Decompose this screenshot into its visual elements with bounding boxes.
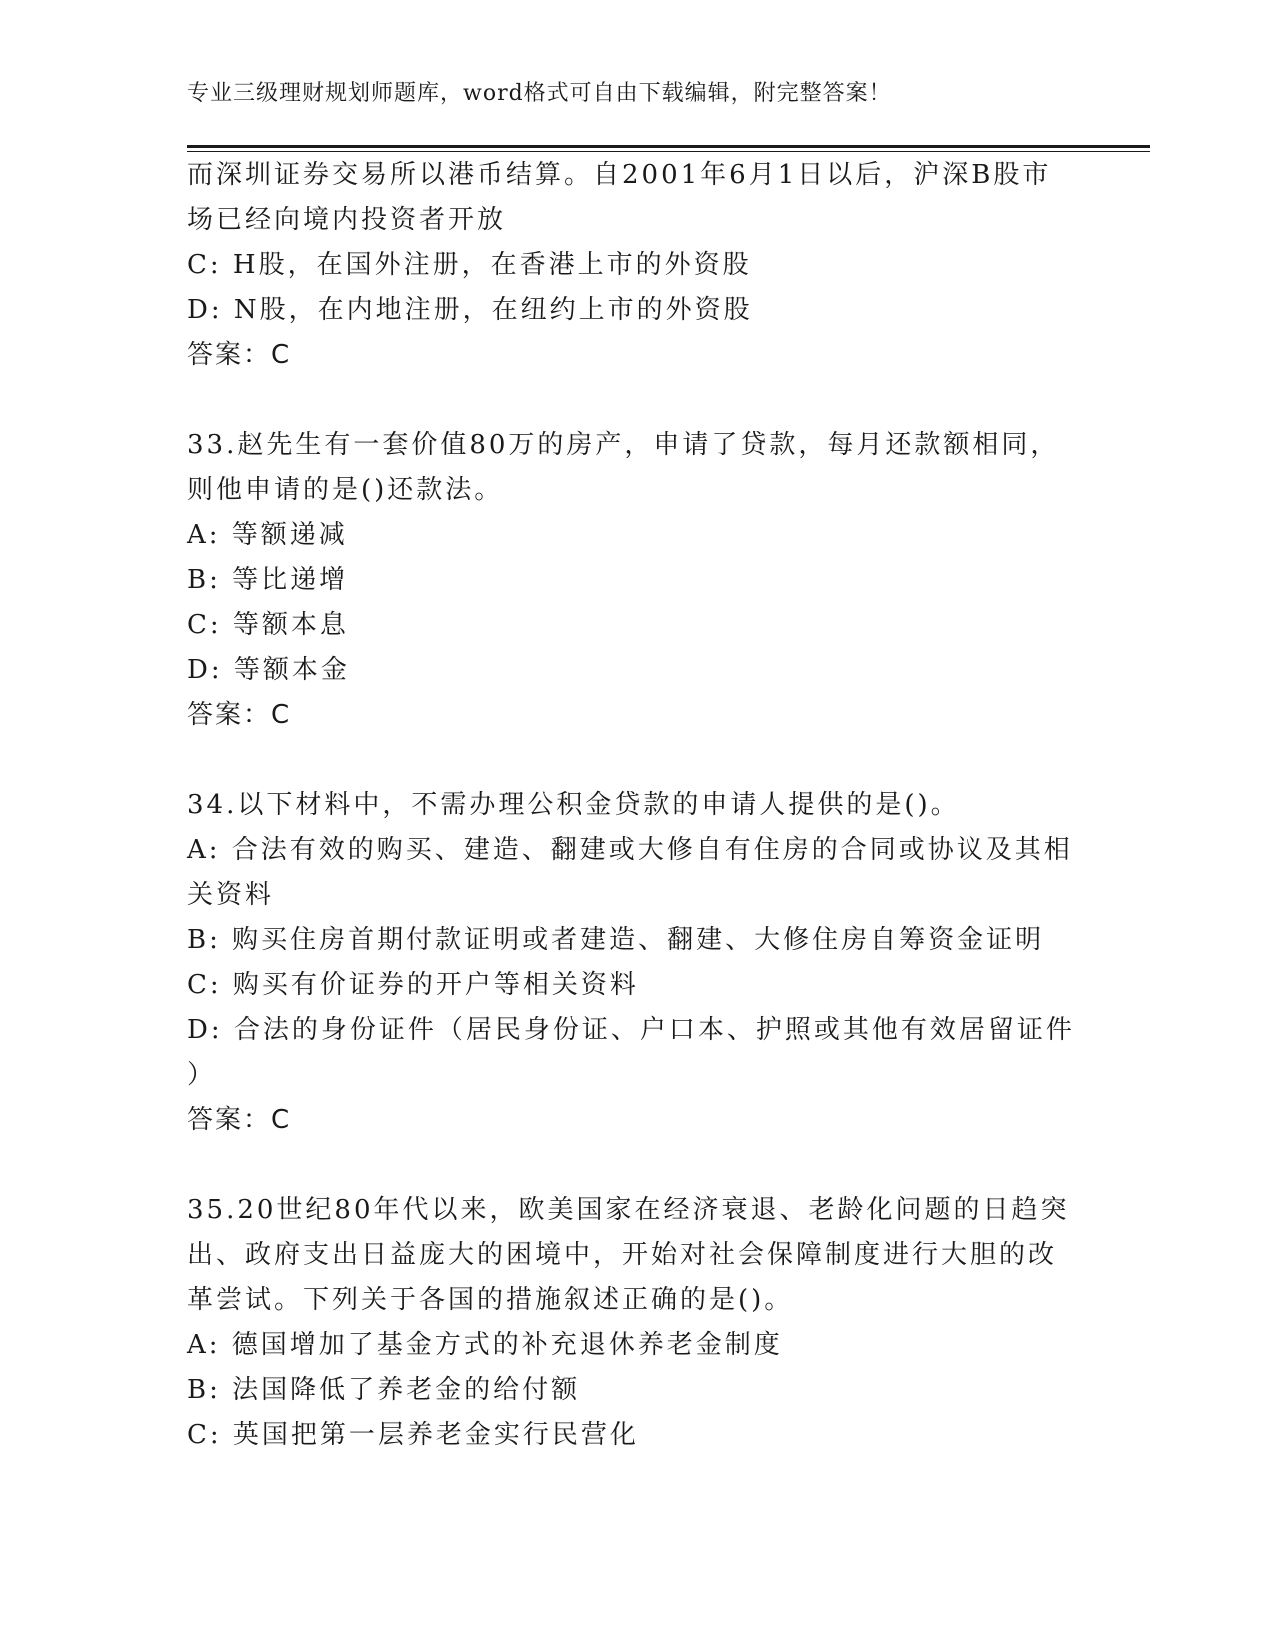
option-line: C: H股，在国外注册，在香港上市的外资股 bbox=[187, 250, 752, 280]
header-rule-thick bbox=[187, 145, 1150, 148]
page-header: 专业三级理财规划师题库，word格式可自由下载编辑，附完整答案！ bbox=[187, 81, 892, 106]
answer-line: 答案：C bbox=[187, 1105, 292, 1135]
option-line: D: 合法的身份证件（居民身份证、户口本、护照或其他有效居留证件 bbox=[187, 1015, 1075, 1045]
question-line: 34.以下材料中，不需办理公积金贷款的申请人提供的是()。 bbox=[187, 790, 960, 820]
text-line: 场已经向境内投资者开放 bbox=[187, 205, 507, 235]
text-line: 而深圳证券交易所以港币结算。自2001年6月1日以后，沪深B股市 bbox=[187, 160, 1052, 190]
option-line: C: 购买有价证券的开户等相关资料 bbox=[187, 970, 639, 1000]
option-line: D: 等额本金 bbox=[187, 655, 350, 685]
option-line: ） bbox=[187, 1060, 217, 1090]
option-line: B: 法国降低了养老金的给付额 bbox=[187, 1375, 581, 1405]
option-line: 关资料 bbox=[187, 880, 275, 910]
answer-line: 答案：C bbox=[187, 340, 292, 370]
option-line: B: 等比递增 bbox=[187, 565, 349, 595]
answer-line: 答案：C bbox=[187, 700, 292, 730]
question-line: 35.20世纪80年代以来，欧美国家在经济衰退、老龄化问题的日趋突 bbox=[187, 1195, 1070, 1225]
question-line: 出、政府支出日益庞大的困境中，开始对社会保障制度进行大胆的改 bbox=[187, 1240, 1058, 1270]
option-line: C: 英国把第一层养老金实行民营化 bbox=[187, 1420, 639, 1450]
option-line: A: 等额递减 bbox=[187, 520, 348, 550]
question-line: 则他申请的是()还款法。 bbox=[187, 475, 504, 505]
question-line: 33.赵先生有一套价值80万的房产，申请了贷款，每月还款额相同， bbox=[187, 430, 1060, 460]
option-line: A: 德国增加了基金方式的补充退休养老金制度 bbox=[187, 1330, 783, 1360]
header-rule-thin bbox=[187, 151, 1150, 152]
option-line: D: N股，在内地注册，在纽约上市的外资股 bbox=[187, 295, 753, 325]
option-line: A: 合法有效的购买、建造、翻建或大修自有住房的合同或协议及其相 bbox=[187, 835, 1073, 865]
question-line: 革尝试。下列关于各国的措施叙述正确的是()。 bbox=[187, 1285, 794, 1315]
option-line: C: 等额本息 bbox=[187, 610, 349, 640]
option-line: B: 购买住房首期付款证明或者建造、翻建、大修住房自筹资金证明 bbox=[187, 925, 1045, 955]
